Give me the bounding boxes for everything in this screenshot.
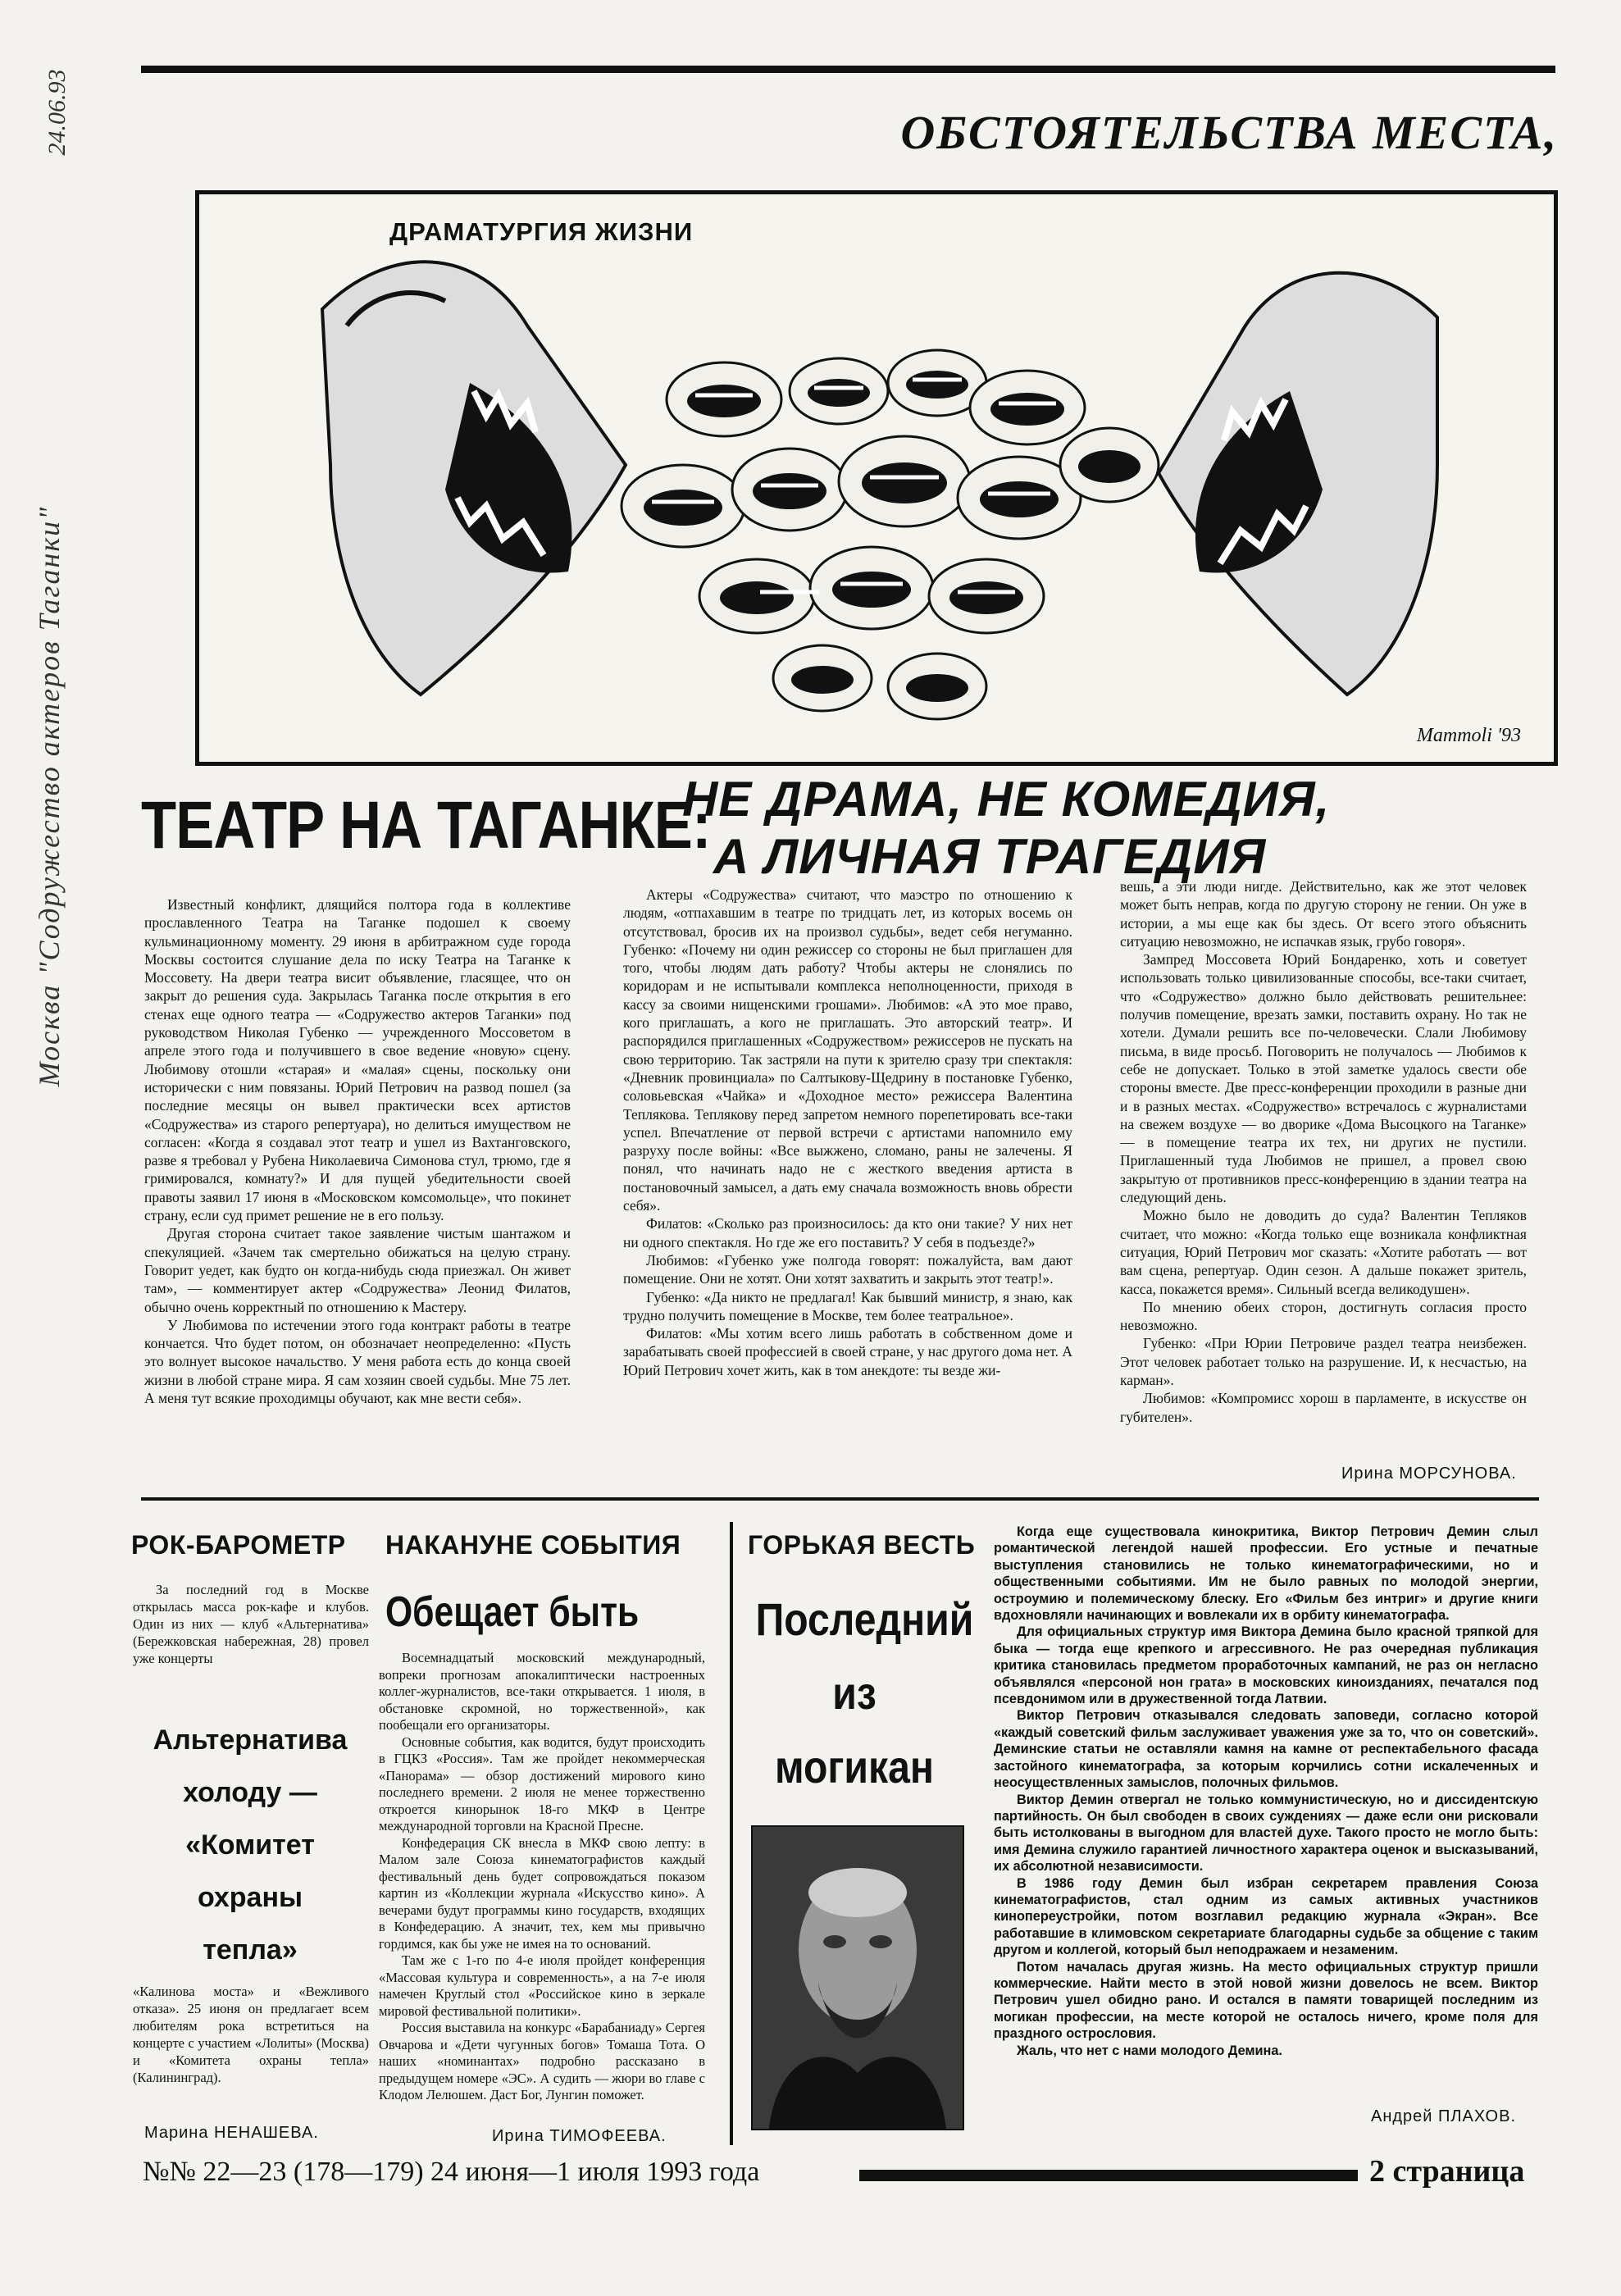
article-paragraph: вешь, а эти люди нигде. Действительно, как же этот человек может быть неправ, когда по другую сторону не гении. Он уже в истории, а мы еще как бы здесь. От всего этого объяснить ситуацию невозможно, не испачкав язык, грубо говоря». <box>1120 878 1527 950</box>
rock-barometer-title <box>123 1714 377 1976</box>
illustration-signature: Mammoli '93 <box>1416 725 1521 746</box>
rock-title-line: охраны <box>197 1882 303 1913</box>
issue-line: №№ 22—23 (178—179) 24 июня—1 июля 1993 года <box>143 2157 760 2187</box>
illustration-frame <box>195 190 1558 766</box>
eve-of-event-headline: Обещает быть <box>385 1588 640 1636</box>
top-rule <box>141 66 1555 73</box>
article-paragraph: Известный конфликт, длящийся полтора года в коллективе прославленного Театра на Таганке подошел к своему кульминационному моменту. 29 июня в арбитражном суде города Москвы состоится слушание дела по иску Театра на Таганке к Моссовету. На двери театра висит объявление, гласящее, что он закрыт до решения суда. Закрылась Таганка после открытия в его стенах еще одного театра — «Содружество актеров Таганки» под руководством Николая Губенко — учрежденного Моссоветом в апреле этого года и получившего в свое ведение «новую» сцену. Любимову отошли «старая» и «малая» сцены, поскольку они исторически с ним повязаны. Юрий Петрович на развод пошел (за последние месяцы он вывел практически всех артистов «Содружества» из старого репертуара), но делиться имуществом не согласен: «Когда я создавал этот театр и ушел из Вахтанговского, разве я требовал у Рубена Николаевича Симонова стул, трюмо, где я гримировался, комнату?» И для пущей убедительности своей правоты заявил 17 июня в «Московском комсомольце», что покинет страну, если суд примет решение не в его пользу. <box>144 896 571 1224</box>
eve-of-event-body <box>379 1650 705 2117</box>
eve-paragraph: Основные события, как водится, будут происходить в ГЦКЗ «Россия». Там же пройдет некоммерческая «Панорама» — обзор достижений мирового кино последнего времени. 2 июля не менее торжественно откроется кинорынок 18-го МКФ в Центре международной торговли на Красной Пресне. <box>379 1733 705 1834</box>
eve-of-event-rubric: НАКАНУНЕ СОБЫТИЯ <box>385 1530 681 1560</box>
headline-right-line1: НЕ ДРАМА, НЕ КОМЕДИЯ, <box>682 772 1331 827</box>
rock-barometer-rubric: РОК-БАРОМЕТР <box>131 1530 346 1560</box>
bitter-paragraph: Потом началась другая жизнь. На место официальных структур пришли коммерческие. Найти место в этой новой жизни довелось не всем. Виктор Петрович ушел обидно рано. И остался в памяти товарищей последним из могикан профессии, на месте которой не осталось ничего, кроме поля для праздного острословия. <box>994 1959 1538 2042</box>
article-paragraph: Любимов: «Губенко уже полгода говорят: пожалуйста, вам дают помещение. Они не хотят. Они хотят захватить и закрыть этот театр!». <box>623 1251 1072 1287</box>
bitter-headline-line: Последний <box>755 1593 974 1645</box>
portrait-photo-svg <box>753 1827 963 2129</box>
article-column-3 <box>1120 877 1527 1460</box>
bitter-headline-line: могикан <box>774 1741 935 1793</box>
handwritten-source-note: Москва "Содружество актеров Таганки" <box>33 505 66 1087</box>
bitter-paragraph: В 1986 году Демин был избран секретарем правления Союза кинематографистов, стал одним из самых активных участников кинопереустройки, потом возглавил редакцию журнала «Экран». Все работавшие в климовском секретариате благодарны судьбе за общение с таким другом и коллегой, который был неподражаем и незаменим. <box>994 1875 1538 1958</box>
rock-body-text: «Калинова моста» и «Вежливого отказа». 25 июня он предлагает всем любителям рока встретиться на концерте с участием «Лолиты» (Москва) и «Комитета охраны тепла» (Калининград). <box>133 1984 369 2085</box>
rock-barometer-body <box>133 1983 369 2099</box>
article-paragraph: Другая сторона считает такое заявление чистым шантажом и спекуляцией. «Зачем так смертельно обижаться на целую страну. Говорит уедет, как будто он когда-нибудь сюда приезжал. Он живет там», — комментирует актер «Содружества» Леонид Филатов, обычно очень корректный по отношению к Мастеру. <box>144 1225 571 1315</box>
footer-rule <box>859 2170 1358 2181</box>
eve-of-event-byline: Ирина ТИМОФЕЕВА. <box>492 2127 667 2145</box>
article-column-1 <box>144 895 571 1476</box>
illustration-rubric: ДРАМАТУРГИЯ ЖИЗНИ <box>389 217 694 246</box>
rock-title-line: Альтернатива <box>153 1724 348 1756</box>
headline-right-line2: А ЛИЧНАЯ ТРАГЕДИЯ <box>713 829 1267 884</box>
bitter-news-byline: Андрей ПЛАХОВ. <box>1371 2107 1516 2125</box>
rock-title-line: тепла» <box>203 1934 298 1966</box>
bitter-news-headline <box>755 1583 974 1804</box>
bitter-paragraph: Когда еще существовала кинокритика, Виктор Петрович Демин слыл романтической легендой нашей профессии. Его устные и печатные выступления становились не только кинематографическими, но и общественными событиями. Им не было равных по молодой энергии, остроумию и полемическому блеску. Его «Фильм без интриг» и другие книги вдохновляли начинающих и вовлекали их в орбиту кинематографа. <box>994 1524 1538 1624</box>
portrait-photo-icon <box>751 1825 964 2130</box>
bitter-paragraph: Виктор Демин отвергал не только коммунистическую, но и диссидентскую партийность. Он был свободен в своих суждениях — даже если они рисковали быть истолкованы в выгодном для властей духе. Такого просто не могло быть: имя Демина служило гарантией личностного характера оценок и высказываний, их абсолютной независимости. <box>994 1792 1538 1875</box>
rock-intro-text: За последний год в Москве открылась масса рок-кафе и клубов. Один из них — клуб «Альтернатива» (Бережковская набережная, 28) провел уже концерты <box>133 1582 369 1666</box>
bitter-paragraph: Для официальных структур имя Виктора Демина было красной тряпкой для быка — тогда еще крепкого и агрессивного. Не раз очередная публикация критика становилась предметом проработочных кампаний, не раз он негласно объявлялся «персоной нон грата» в московских киноизданиях, печатался под псевдонимом или в дружественной тогда Латвии. <box>994 1624 1538 1707</box>
article-paragraph: Филатов: «Мы хотим всего лишь работать в собственном доме и зарабатывать своей профессией в своей стране, у нас другого дома нет. А Юрий Петрович хочет жить, как в том анекдоте: ты везде жи- <box>623 1325 1072 1378</box>
eve-paragraph: Восемнадцатый московский международный, вопреки прогнозам апокалиптически настроенных коллег-журналистов, все-таки открывается. 1 июля, в обстановке скромной, но торжественной», как пообещали его организаторы. <box>379 1650 705 1733</box>
rock-title-line: холоду — <box>183 1777 317 1808</box>
article-byline: Ирина МОРСУНОВА. <box>1341 1465 1517 1483</box>
shouting-mouths-cartoon <box>199 194 1554 762</box>
column-divider <box>730 1522 733 2145</box>
bitter-paragraph: Жаль, что нет с нами молодого Демина. <box>1017 2043 1282 2058</box>
rock-barometer-byline: Марина НЕНАШЕВА. <box>144 2124 319 2142</box>
section-title: ОБСТОЯТЕЛЬСТВА МЕСТА, <box>900 106 1558 159</box>
article-paragraph: Любимов: «Компромисс хорош в парламенте, в искусстве он губителен». <box>1120 1390 1527 1425</box>
eve-paragraph: Там же с 1-го по 4-е июля пройдет конференция «Массовая культура и современность», а на 7-е июля намечен Круглый стол «Российское кино в зеркале мировой фестивальной политики». <box>379 1952 705 2019</box>
eve-paragraph: Конфедерация СК внесла в МКФ свою лепту: в Малом зале Союза кинематографистов каждый фестивальный день будет сопровождаться показом картин из «Коллекции журнала «Искусство кино». А вечерами будут программы кино государств, входящих в Конфедерацию. А значит, тех, кем мы привычно гордимся, как бы уже не имея на то оснований. <box>379 1834 705 1952</box>
article-paragraph: Губенко: «Да никто не предлагал! Как бывший министр, я знаю, как трудно получить помещение в Москве, тем более театральное». <box>623 1288 1072 1323</box>
rock-barometer-intro <box>133 1581 369 1696</box>
handwritten-date: 24.06.93 <box>43 69 71 156</box>
bitter-news-rubric: ГОРЬКАЯ ВЕСТЬ <box>748 1530 976 1560</box>
mid-rule <box>141 1497 1539 1501</box>
bitter-headline-line: из <box>832 1667 877 1719</box>
article-paragraph: Можно было не доводить до суда? Валентин Тепляков считает, что можно: «Когда только еще возникала конфликтная ситуация, Юрий Петрович мог сказать: «Хотите работать — вот вам сцена, репертуар. Один сезон. А дальше покажет зритель, касса, покажется время». Сильный всегда великодушен». <box>1120 1207 1527 1297</box>
article-paragraph: Актеры «Содружества» считают, что маэстро по отношению к людям, «отпахавшим в театре по тридцать лет, из которых восемь он отсутствовал, бросив их на произвол судьбы», ведет себя негуманно. Губенко: «Почему ни один режиссер со стороны не был приглашен для того, чтобы людям дать работу? Чтобы актеры не слонялись по коридорам и не испытывали комплекса неполноценности, приходя в кассу за своими нищенскими грошами». Любимов: «А это мое право, кого приглашать, а кого не приглашать. Это авторский театр». И распорядился приглашенных «Содружеством» режиссеров не пускать на свою территорию. Так застряли на пути к зрителю сразу три спектакля: «Дневник провинциала» по Салтыкову-Щедрину в постановке Губенко, соловьевская «Чайка» и «Доходное место» режиссера Валентина Тепляковa. Теплякову перед запретом немного порепетировать все-таки успел. Впечатление от первой встречи с артистами напомнило ему разруху после войны: «Все выжжено, сломано, раны не залечены. Я понял, что начинать надо не с жесткого введения артиста в постановочный замысел, а дать ему сначала возможность вновь обрести себя». <box>623 886 1072 1214</box>
eve-paragraph: Россия выставила на конкурс «Барабаниаду» Сергея Овчарова и «Дети чугунных богов» Томаша Тота. О наших «номинантах» подробно рассказано в предыдущем номере «ЭС». А судить — жюри во главе с Клодом Лелюшем. Даст Бог, Лунгин поможет. <box>379 2020 705 2102</box>
article-column-2 <box>623 886 1072 1476</box>
article-paragraph: По мнению обеих сторон, достигнуть согласия просто невозможно. <box>1120 1298 1527 1334</box>
headline-left: ТЕАТР НА ТАГАНКЕ: <box>141 788 711 863</box>
article-paragraph: Филатов: «Сколько раз произносилось: да кто они такие? У них нет ни одного спектакля. Но где же его поставить? У себя в подъезде?» <box>623 1215 1072 1250</box>
article-paragraph: Зампред Моссовета Юрий Бондаренко, хоть и советует использовать только цивилизованные способы, все-таки считает, что «Содружество» должно было действовать решительнее: получив помещение, врезать замки, поставить охрану. Но так не хотели. Думали решить все по-человечески. Слали Любимову письма, в виде просьб. Поговорить не получалось — Любимов к себе не допускает. Только в этой заметке удалось свести обе стороны вместе. Две пресс-конференции проходили в разные дни и в разных местах. «Содружество» встречалось с журналистами на свежем воздухе — во дворике «Дома Высоцкого на Таганке» — в помещение театра их тех, ни других не пустили. Приглашенный туда Любимов не пришел, а провел свою закрытую от противников пресс-конференцию в здании театра на следующий день. <box>1120 951 1527 1206</box>
page-number: 2 страница <box>1369 2154 1525 2189</box>
article-paragraph: Губенко: «При Юрии Петровиче раздел театра неизбежен. Этот человек работает только на разрушение. И, к несчастью, на карман». <box>1120 1335 1527 1389</box>
rock-title-line: «Комитет <box>185 1829 315 1861</box>
bitter-paragraph: Виктор Петрович отказывался следовать заповеди, согласно которой «каждый советский фильм заслуживает уважения уже за то, что он советский». Деминские статьи не оставляли камня на камне от респектабельного фасада застойного кинематографа, за которым корчились сотни искалеченных и неосуществленных замыслов, полочных фильмов. <box>994 1708 1538 1791</box>
bitter-news-body <box>994 1524 1538 2098</box>
article-paragraph: У Любимова по истечении этого года контракт работы в театре кончается. Что будет потом, он обозначает неопределенно: «Пусть это волнует высокое начальство. У меня работа есть до конца своей жизни в любой стране мира. Я сам хозяин своей судьбы. Мне 75 лет. А меня тут всякие проходимцы обучают, как мне вести себя». <box>144 1316 571 1407</box>
